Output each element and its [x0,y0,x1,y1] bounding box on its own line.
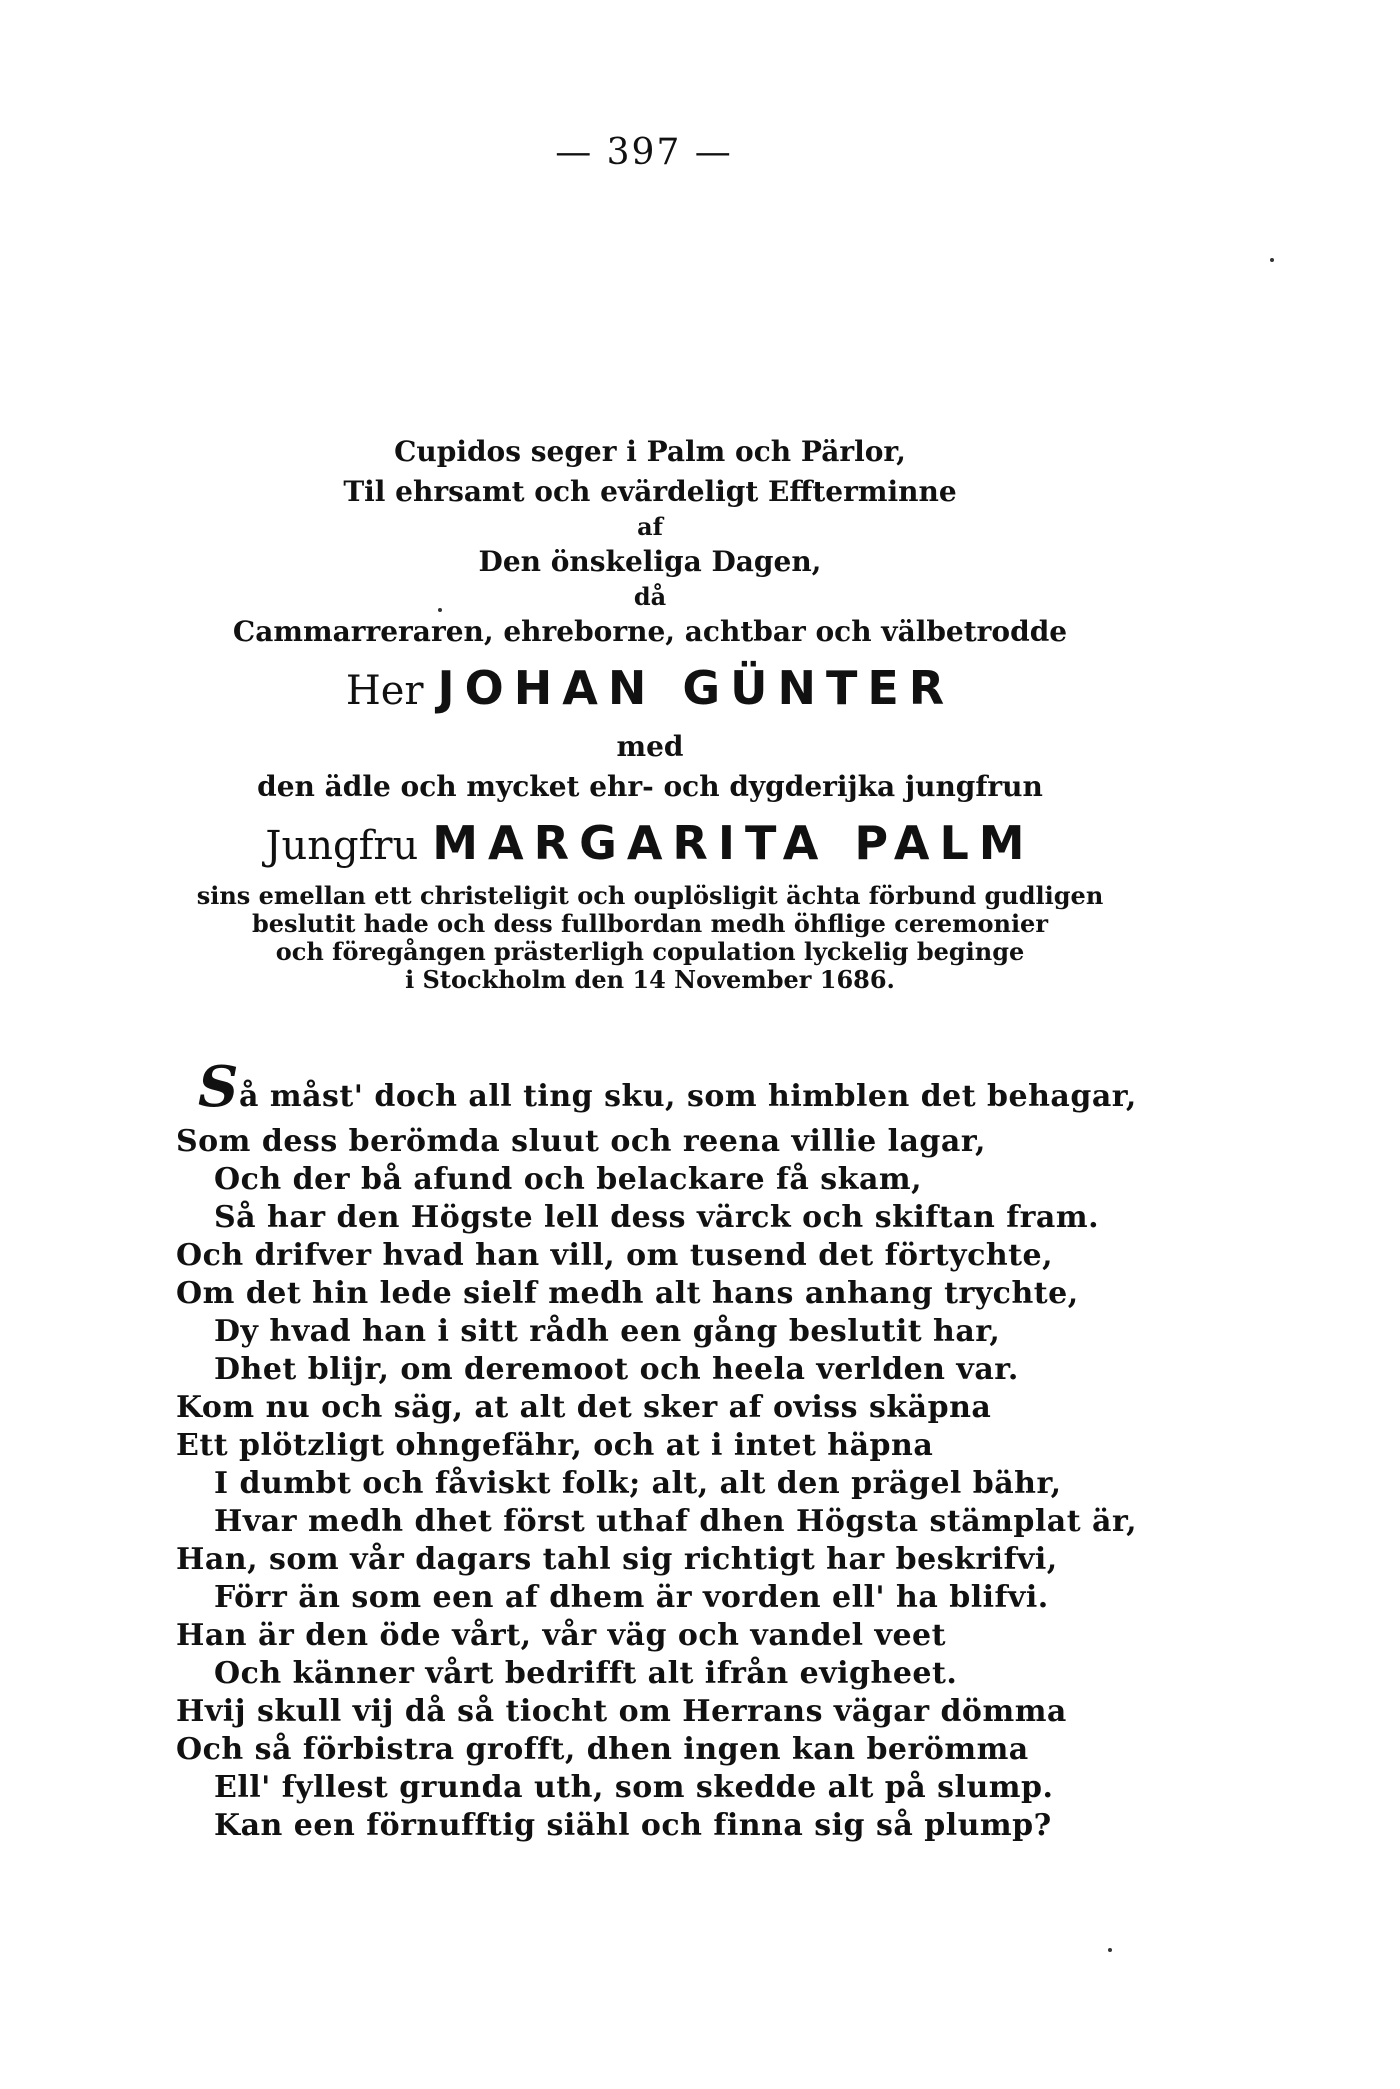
poem-line-first [198,1054,1137,1120]
groom-name: JOHAN GÜNTER [437,661,955,715]
bride-intro: den ädle och mycket ehr- och dygderijka jungfrun [257,770,1043,803]
drop-initial: S [198,1054,239,1120]
poem-line: Hvij skull vij då så tiocht om Herrans vägar dömma [176,1694,1067,1729]
poem-line: Så har den Högste lell dess värck och skiftan fram. [214,1200,1100,1235]
poem-line: Han, som vår dagars tahl sig richtigt har beskrifvi, [176,1542,1058,1577]
bride-prefix: Jungfru [265,823,419,869]
poem-line: Och der bå afund och belackare få skam, [214,1162,923,1197]
poem-line: Om det hin lede sielf medh alt hans anhang trychte, [176,1276,1079,1311]
poem-line: I dumbt och fåviskt folk; alt, alt den prägel bähr, [214,1466,1062,1501]
page-number: — 397 — [555,132,733,173]
groom-prefix: Her [345,668,424,714]
groom-line [180,652,1120,727]
title-line: Cupidos seger i Palm och Pärlor, [394,435,906,468]
poem-line: Och så förbistra grofft, dhen ingen kan berömma [176,1732,1029,1767]
bride-name: MARGARITA PALM [432,816,1035,870]
print-speck [1270,258,1274,262]
title-line: Den önskeliga Dagen, [478,545,822,578]
poem-line: Och känner vårt bedrifft alt ifrån evigheet. [214,1656,958,1691]
title-line: Til ehrsamt och evärdeligt Effterminne [343,475,957,508]
poem-line: Kom nu och säg, at alt det sker af oviss skäpna [176,1390,992,1425]
description-line: i Stockholm den 14 November 1686. [405,965,895,994]
description-line: beslutit hade och dess fullbordan medh öhflige ceremonier [252,909,1048,938]
poem-line: Dy hvad han i sitt rådh een gång beslutit har, [214,1314,1001,1349]
poem-line: Som dess berömda sluut och reena villie lagar, [176,1124,986,1159]
poem-line: Förr än som een af dhem är vorden ell' ha blifvi. [214,1580,1049,1615]
description-line: sins emellan ett christeligit och ouplösligit ächta förbund gudligen [196,881,1104,910]
bride-line [180,807,1120,882]
print-speck [438,608,442,612]
poem-line: Han är den öde vårt, vår väg och vandel veet [176,1618,946,1653]
title-block [180,432,1120,994]
poem-line: Dhet blijr, om deremoot och heela verlden var. [214,1352,1019,1387]
title-line: af [637,512,663,541]
med-line: med [616,730,684,763]
description-line: och föregången prästerligh copulation lyckelig beginge [275,937,1025,966]
print-speck [1108,1948,1112,1952]
poem-line: Och drifver hvad han vill, om tusend det förtychte, [176,1238,1054,1273]
poem-line: Hvar medh dhet först uthaf dhen Högsta stämplat är, [214,1504,1138,1539]
title-line: då [633,582,667,611]
poem-line: Kan een förnufftig siähl och finna sig så plump? [214,1808,1052,1843]
first-line-text: å måst' doch all ting sku, som himblen det behagar, [238,1079,1137,1114]
title-line: Cammarreraren, ehreborne, achtbar och välbetrodde [232,615,1068,648]
poem-line: Ell' fyllest grunda uth, som skedde alt på slump. [214,1770,1054,1805]
poem-line: Ett plötzligt ohngefähr, och at i intet häpna [176,1428,934,1463]
